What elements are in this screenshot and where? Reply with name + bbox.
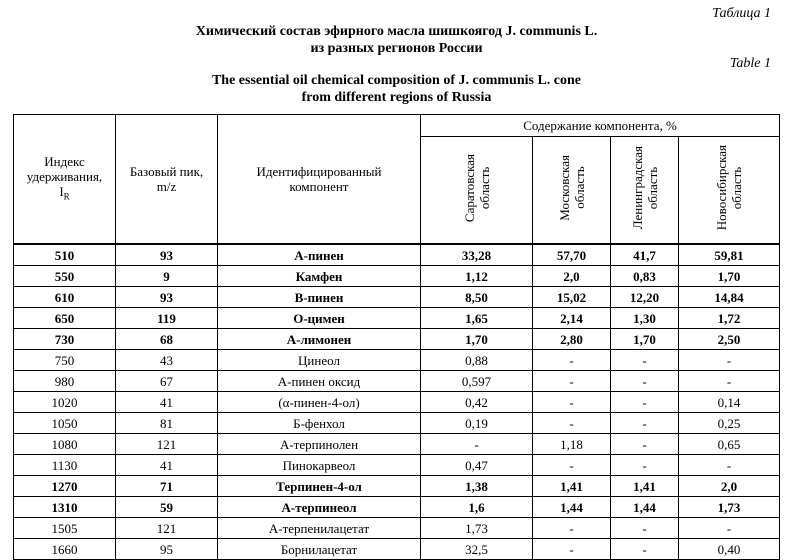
cell-name: Терпинен-4-ол	[218, 476, 421, 497]
cell-name: Б-фенхол	[218, 413, 421, 434]
table-row	[14, 308, 780, 329]
cell-ri: 1505	[14, 518, 116, 539]
cell-len: -	[611, 518, 679, 539]
cell-mos: 2,14	[533, 308, 611, 329]
header-region-novosibirsk: Новосибирская область	[679, 137, 780, 245]
cell-mz: 41	[116, 455, 218, 476]
cell-name: (α-пинен-4-ол)	[218, 392, 421, 413]
cell-len: 1,30	[611, 308, 679, 329]
table-row	[14, 371, 780, 392]
cell-name: А-терпинеол	[218, 497, 421, 518]
cell-ri: 510	[14, 244, 116, 266]
cell-sar: 0,597	[421, 371, 533, 392]
composition-table	[13, 114, 780, 560]
cell-nov: 0,14	[679, 392, 780, 413]
table-label-ru: Таблица 1	[712, 6, 771, 21]
cell-sar: 0,88	[421, 350, 533, 371]
cell-len: -	[611, 350, 679, 371]
cell-ri: 1310	[14, 497, 116, 518]
cell-mos: -	[533, 413, 611, 434]
cell-nov: 0,40	[679, 539, 780, 560]
cell-mz: 43	[116, 350, 218, 371]
table-row	[14, 413, 780, 434]
cell-sar: 1,38	[421, 476, 533, 497]
cell-name: Пинокарвеол	[218, 455, 421, 476]
cell-sar: 1,6	[421, 497, 533, 518]
cell-len: -	[611, 455, 679, 476]
cell-nov: 2,50	[679, 329, 780, 350]
table-row	[14, 266, 780, 287]
table-row	[14, 329, 780, 350]
cell-len: 41,7	[611, 244, 679, 266]
table-row	[14, 497, 780, 518]
cell-nov: -	[679, 371, 780, 392]
cell-name: А-пинен	[218, 244, 421, 266]
table-row	[14, 539, 780, 560]
table-row	[14, 392, 780, 413]
cell-nov: 59,81	[679, 244, 780, 266]
cell-mos: 2,0	[533, 266, 611, 287]
cell-mz: 68	[116, 329, 218, 350]
cell-name: Цинеол	[218, 350, 421, 371]
cell-sar: 0,19	[421, 413, 533, 434]
cell-mz: 93	[116, 244, 218, 266]
cell-ri: 1080	[14, 434, 116, 455]
cell-nov: 2,0	[679, 476, 780, 497]
cell-sar: 33,28	[421, 244, 533, 266]
cell-ri: 1050	[14, 413, 116, 434]
cell-nov: 0,25	[679, 413, 780, 434]
cell-sar: 1,65	[421, 308, 533, 329]
cell-name: А-терпинолен	[218, 434, 421, 455]
cell-mos: -	[533, 518, 611, 539]
cell-name: Камфен	[218, 266, 421, 287]
title-ru-line-1: Химический состав эфирного масла шишкоягод J. communis L.	[195, 24, 598, 39]
cell-len: 1,44	[611, 497, 679, 518]
cell-ri: 610	[14, 287, 116, 308]
cell-mos: 1,44	[533, 497, 611, 518]
cell-nov: 0,65	[679, 434, 780, 455]
table-row	[14, 350, 780, 371]
cell-sar: -	[421, 434, 533, 455]
cell-mos: 1,18	[533, 434, 611, 455]
cell-ri: 980	[14, 371, 116, 392]
cell-nov: -	[679, 350, 780, 371]
cell-mz: 59	[116, 497, 218, 518]
title-en-line-2: from different regions of Russia	[301, 90, 492, 105]
table-row	[14, 455, 780, 476]
cell-mos: 15,02	[533, 287, 611, 308]
cell-len: 12,20	[611, 287, 679, 308]
header-component: Идентифицированный компонент	[218, 115, 421, 245]
cell-name: В-пинен	[218, 287, 421, 308]
cell-mos: 2,80	[533, 329, 611, 350]
title-en	[0, 72, 793, 106]
cell-ri: 650	[14, 308, 116, 329]
cell-nov: 1,70	[679, 266, 780, 287]
cell-nov: -	[679, 518, 780, 539]
cell-sar: 1,73	[421, 518, 533, 539]
cell-len: -	[611, 434, 679, 455]
cell-sar: 8,50	[421, 287, 533, 308]
header-region-saratov: Саратовская область	[421, 137, 533, 245]
cell-mz: 121	[116, 518, 218, 539]
cell-ri: 1020	[14, 392, 116, 413]
cell-name: Борнилацетат	[218, 539, 421, 560]
header-retention-index: Индекс удерживания, $I_R$	[14, 115, 116, 245]
cell-nov: 1,73	[679, 497, 780, 518]
cell-name: О-цимен	[218, 308, 421, 329]
cell-ri: 750	[14, 350, 116, 371]
cell-ri: 550	[14, 266, 116, 287]
table-label-en: Table 1	[729, 56, 771, 71]
cell-len: 0,83	[611, 266, 679, 287]
cell-len: -	[611, 539, 679, 560]
cell-name: А-лимонен	[218, 329, 421, 350]
cell-mz: 67	[116, 371, 218, 392]
cell-nov: -	[679, 455, 780, 476]
cell-mz: 71	[116, 476, 218, 497]
cell-ri: 1660	[14, 539, 116, 560]
table-row	[14, 476, 780, 497]
cell-nov: 14,84	[679, 287, 780, 308]
cell-ri: 730	[14, 329, 116, 350]
header-content: Содержание компонента, %	[421, 115, 780, 137]
cell-len: -	[611, 413, 679, 434]
table-row	[14, 518, 780, 539]
table-body	[14, 244, 780, 560]
cell-len: -	[611, 392, 679, 413]
cell-mz: 9	[116, 266, 218, 287]
cell-sar: 1,70	[421, 329, 533, 350]
cell-mz: 41	[116, 392, 218, 413]
cell-sar: 32,5	[421, 539, 533, 560]
cell-len: -	[611, 371, 679, 392]
cell-mos: -	[533, 455, 611, 476]
cell-name: А-терпенилацетат	[218, 518, 421, 539]
cell-nov: 1,72	[679, 308, 780, 329]
cell-len: 1,70	[611, 329, 679, 350]
cell-ri: 1270	[14, 476, 116, 497]
cell-mz: 121	[116, 434, 218, 455]
cell-mos: -	[533, 539, 611, 560]
table-row	[14, 287, 780, 308]
table-row	[14, 244, 780, 266]
cell-mz: 119	[116, 308, 218, 329]
table-row	[14, 434, 780, 455]
cell-name: А-пинен оксид	[218, 371, 421, 392]
cell-mos: -	[533, 392, 611, 413]
cell-mz: 95	[116, 539, 218, 560]
header-base-peak: Базовый пик, m/z	[116, 115, 218, 245]
title-ru-line-2: из разных регионов России	[310, 41, 483, 56]
cell-ri: 1130	[14, 455, 116, 476]
title-ru	[0, 23, 793, 57]
header-region-moscow: Московская область	[533, 137, 611, 245]
cell-mos: -	[533, 350, 611, 371]
cell-mz: 93	[116, 287, 218, 308]
cell-mos: 57,70	[533, 244, 611, 266]
cell-sar: 0,42	[421, 392, 533, 413]
cell-mz: 81	[116, 413, 218, 434]
cell-sar: 1,12	[421, 266, 533, 287]
cell-mos: -	[533, 371, 611, 392]
cell-mos: 1,41	[533, 476, 611, 497]
cell-sar: 0,47	[421, 455, 533, 476]
cell-len: 1,41	[611, 476, 679, 497]
title-en-line-1: The essential oil chemical composition of J. communis L. cone	[211, 73, 582, 88]
header-region-leningrad: Ленинградская область	[611, 137, 679, 245]
